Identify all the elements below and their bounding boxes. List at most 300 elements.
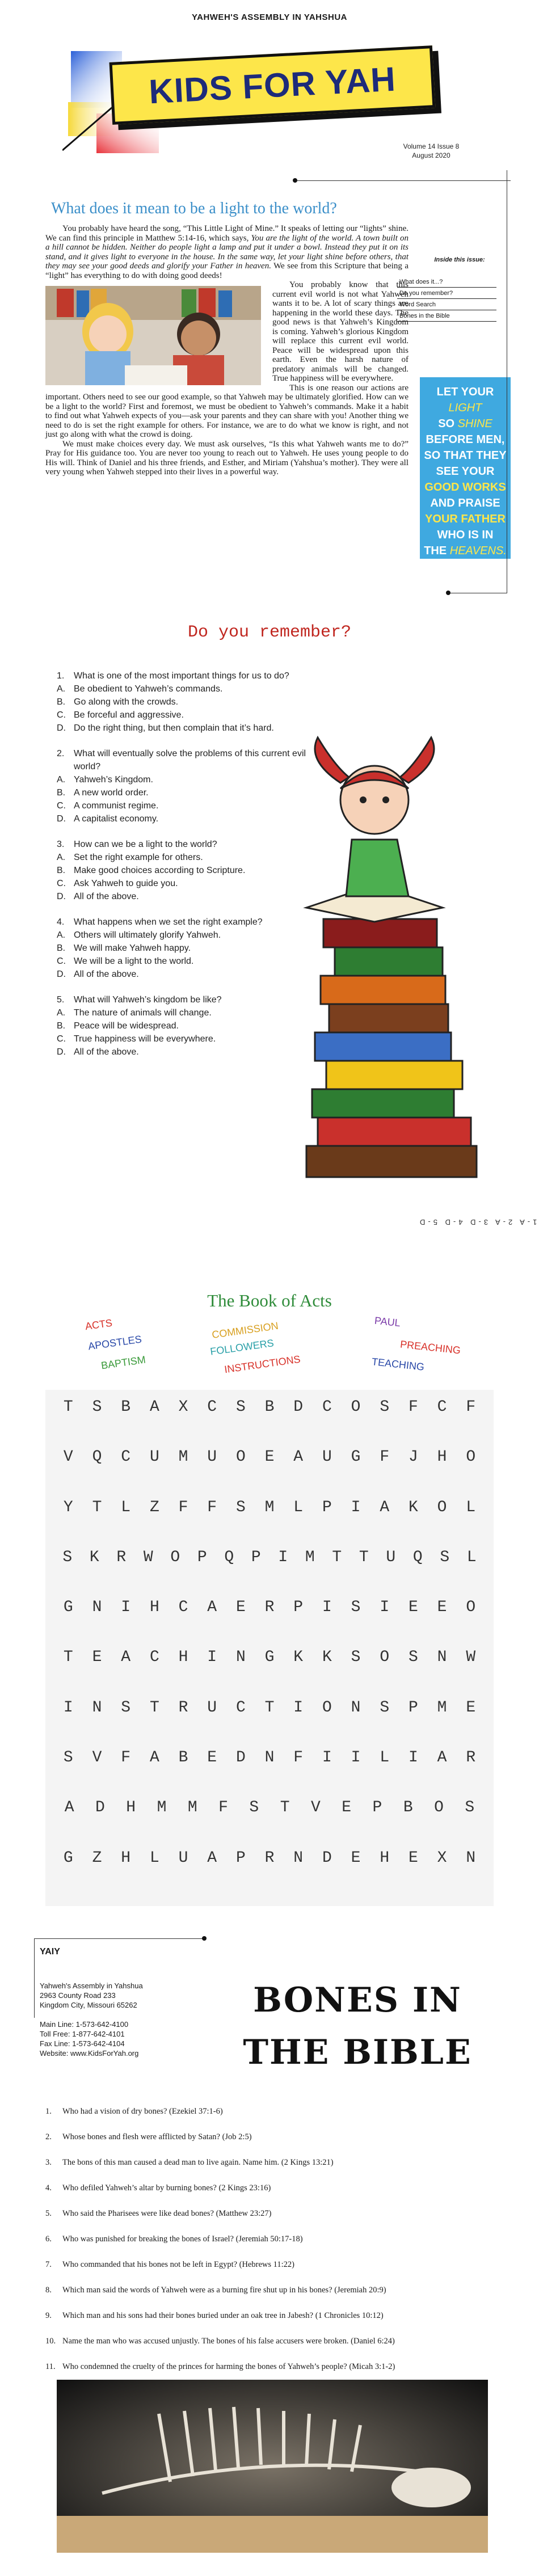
question-number: 4. [57, 917, 65, 927]
option-text: All of the above. [74, 969, 139, 979]
grid-letter[interactable]: Z [149, 1498, 159, 1516]
grid-letter[interactable]: Y [63, 1498, 73, 1516]
quiz-question [57, 747, 306, 825]
grid-letter[interactable]: G [264, 1649, 275, 1667]
word-bank-word: TEACHING [371, 1356, 425, 1373]
answer-option [57, 851, 306, 864]
grid-letter[interactable]: F [121, 1749, 131, 1767]
grid-letter[interactable]: N [351, 1698, 361, 1717]
option-text: All of the above. [74, 1047, 139, 1057]
question-number: 5. [57, 995, 65, 1005]
grid-letter[interactable]: A [64, 1799, 74, 1817]
inside-issue-item: What does it...? [397, 276, 496, 288]
contact-line: Main Line: 1-573-642-4100 [40, 2020, 129, 2029]
bones-in-the-bible-title: BONES IN THE BIBLE [243, 1980, 472, 2072]
grid-letter[interactable]: B [121, 1398, 131, 1416]
option-letter: C. [57, 879, 66, 888]
grid-letter[interactable]: C [437, 1398, 447, 1416]
grid-letter[interactable]: R [264, 1599, 275, 1617]
option-text: The nature of animals will change. [74, 1008, 212, 1018]
bones-question-text: Who had a vision of dry bones? (Ezekiel 37:1-6) [62, 2107, 223, 2116]
grid-letter[interactable]: L [293, 1498, 304, 1516]
inside-issue-list [397, 276, 496, 322]
grid-letter[interactable]: K [293, 1649, 304, 1667]
option-text: All of the above. [74, 892, 139, 901]
grid-letter[interactable]: C [207, 1398, 217, 1416]
question-text: What will Yahweh’s kingdom be like? [74, 995, 222, 1005]
question-number: 1. [57, 671, 65, 681]
bones-question-number: 8. [45, 2286, 52, 2295]
grid-letter[interactable]: L [121, 1498, 131, 1516]
grid-letter[interactable]: D [293, 1398, 304, 1416]
grid-letter[interactable]: C [149, 1649, 159, 1667]
option-letter: B. [57, 866, 66, 875]
grid-letter[interactable]: L [466, 1498, 476, 1516]
bones-question [45, 2336, 522, 2347]
grid-letter[interactable]: U [207, 1448, 217, 1466]
article-body [45, 224, 409, 477]
grid-letter[interactable]: E [207, 1749, 217, 1767]
option-text: Be forceful and aggressive. [74, 710, 184, 720]
grid-letter[interactable]: R [466, 1749, 476, 1767]
option-text: Peace will be widespread. [74, 1021, 179, 1031]
answer-option [57, 786, 306, 799]
grid-letter[interactable]: A [207, 1849, 217, 1867]
question-text: What happens when we set the right example? [74, 917, 263, 927]
grid-letter[interactable]: K [408, 1498, 418, 1516]
word-search-grid [54, 1398, 485, 1899]
grid-letter[interactable]: A [380, 1498, 390, 1516]
grid-letter[interactable]: M [178, 1448, 188, 1466]
grid-letter[interactable]: L [149, 1849, 159, 1867]
grid-row [54, 1849, 485, 1899]
word-bank-word: APOSTLES [87, 1333, 142, 1352]
grid-letter[interactable]: S [235, 1498, 246, 1516]
grid-letter[interactable]: V [63, 1448, 73, 1466]
grid-letter[interactable]: F [178, 1498, 188, 1516]
question-text: What will eventually solve the problems of this current evil world? [74, 749, 306, 771]
grid-letter[interactable]: S [92, 1398, 102, 1416]
grid-letter[interactable]: P [251, 1548, 261, 1566]
quiz-question [57, 993, 306, 1059]
bones-question [45, 2259, 522, 2270]
grid-letter[interactable]: O [322, 1698, 332, 1717]
grid-letter[interactable]: O [437, 1498, 447, 1516]
bones-question-number: 7. [45, 2260, 52, 2269]
contact-line: Toll Free: 1-877-642-4101 [40, 2030, 125, 2038]
grid-letter[interactable]: V [92, 1749, 102, 1767]
article-paragraph-3: This is one reason our actions are important. Others need to see our good example, so that Yahweh may be ultimately glorified. How can we be a light to the world? First and foremost, we must be obedient to Yahweh’s commands. Make it a habit to find out what Yahweh expects of you—ask your parents and they can share with you! Another thing we need to do is set the right example for others. For instance, we are to do what we know is right, and not just go along with what the crowd is doing. [45, 383, 409, 439]
answer-option [57, 864, 306, 877]
word-search-title: The Book of Acts [207, 1291, 332, 1310]
girl-reading-books-illustration [295, 726, 488, 1180]
grid-letter[interactable]: B [403, 1799, 413, 1817]
answer-option [57, 1006, 306, 1019]
grid-letter[interactable]: X [178, 1398, 188, 1416]
option-letter: D. [57, 892, 66, 901]
grid-letter[interactable]: I [322, 1599, 332, 1617]
verse-reference: MATTHEW 5:16 [438, 566, 492, 574]
bones-question-number: 2. [45, 2132, 52, 2141]
bones-top-line [34, 1938, 204, 1939]
question-number: 3. [57, 840, 65, 849]
grid-letter[interactable]: N [264, 1749, 275, 1767]
option-letter: C. [57, 956, 66, 966]
grid-letter[interactable]: M [157, 1799, 167, 1817]
answer-option [57, 968, 306, 981]
bones-question-text: Who commanded that his bones not be left in Egypt? (Hebrews 11:22) [62, 2260, 294, 2269]
grid-letter[interactable]: I [380, 1599, 390, 1617]
answer-option [57, 709, 306, 722]
option-letter: A. [57, 930, 66, 940]
grid-letter[interactable]: I [63, 1698, 73, 1717]
grid-letter[interactable]: E [342, 1799, 352, 1817]
bones-question-number: 3. [45, 2158, 52, 2167]
option-letter: C. [57, 801, 66, 811]
bones-question [45, 2208, 522, 2219]
bones-question [45, 2106, 522, 2117]
grid-letter[interactable]: N [466, 1849, 476, 1867]
grid-letter[interactable]: T [264, 1698, 275, 1717]
grid-letter[interactable]: U [386, 1548, 396, 1566]
contact-line: Kingdom City, Missouri 65262 [40, 2001, 137, 2009]
grid-row [54, 1649, 485, 1698]
grid-letter[interactable]: A [149, 1749, 159, 1767]
grid-letter[interactable]: I [408, 1749, 418, 1767]
grid-letter[interactable]: C [178, 1599, 188, 1617]
grid-letter[interactable]: N [293, 1849, 304, 1867]
grid-letter[interactable]: S [249, 1799, 259, 1817]
bones-question [45, 2362, 522, 2372]
grid-letter[interactable]: S [351, 1599, 361, 1617]
contact-line [40, 2010, 210, 2020]
question-text: What is one of the most important things for us to do? [74, 671, 289, 681]
grid-letter[interactable]: N [437, 1649, 447, 1667]
grid-letter[interactable]: E [351, 1849, 361, 1867]
option-text: Be obedient to Yahweh’s commands. [74, 684, 223, 694]
answer-option [57, 955, 306, 968]
bones-question [45, 2157, 522, 2168]
grid-letter[interactable]: H [126, 1799, 136, 1817]
grid-letter[interactable]: P [235, 1849, 246, 1867]
grid-letter[interactable]: S [63, 1749, 73, 1767]
grid-letter[interactable]: D [322, 1849, 332, 1867]
grid-letter[interactable]: U [178, 1849, 188, 1867]
grid-letter[interactable]: P [408, 1698, 418, 1717]
grid-letter[interactable]: F [408, 1398, 418, 1416]
quiz-title: Do you remember? [187, 623, 352, 642]
grid-letter[interactable]: N [235, 1649, 246, 1667]
article-paragraph-1: You probably have heard the song, “This Little Light of Mine.” It speaks of letting our “lights” shine. We can find this principle in Matthew 5:14-16, which says, You are the light of the world. A town built on a hill cannot be hidden. Neither do people light a lamp and put it under a bowl. Instead they put it on its stand, and it gives light to everyone in the house. In the same way, let your light shine before others, that they may see your good deeds and glorify your Father in heaven. We see from this Scripture that being a “light” has everything to do with doing good deeds! [45, 224, 409, 280]
grid-letter[interactable]: E [264, 1448, 275, 1466]
grid-letter[interactable]: H [437, 1448, 447, 1466]
question-number: 2. [57, 749, 65, 758]
option-text: A capitalist economy. [74, 814, 159, 824]
grid-letter[interactable]: S [380, 1698, 390, 1717]
grid-letter[interactable]: I [322, 1749, 332, 1767]
grid-letter[interactable]: Z [92, 1849, 102, 1867]
grid-letter[interactable]: F [218, 1799, 228, 1817]
answer-option [57, 682, 306, 695]
grid-row [54, 1398, 485, 1448]
grid-letter[interactable]: U [207, 1698, 217, 1717]
grid-letter[interactable]: G [351, 1448, 361, 1466]
answer-option [57, 1045, 306, 1059]
grid-letter[interactable]: T [149, 1698, 159, 1717]
grid-letter[interactable]: F [466, 1398, 476, 1416]
answer-option [57, 1019, 306, 1032]
grid-letter[interactable]: S [440, 1548, 450, 1566]
children-photo [45, 286, 261, 385]
grid-letter[interactable]: H [380, 1849, 390, 1867]
issue-volume: Volume 14 Issue 8 [403, 142, 460, 150]
contact-line: 2963 County Road 233 [40, 1991, 116, 2000]
grid-letter[interactable]: M [305, 1548, 315, 1566]
word-bank-word: FOLLOWERS [209, 1337, 275, 1357]
grid-letter[interactable]: A [437, 1749, 447, 1767]
grid-letter[interactable]: C [121, 1448, 131, 1466]
grid-letter[interactable]: I [121, 1599, 131, 1617]
grid-letter[interactable]: O [466, 1448, 476, 1466]
grid-letter[interactable]: P [322, 1498, 332, 1516]
grid-row [54, 1699, 485, 1749]
grid-letter[interactable]: M [264, 1498, 275, 1516]
article-paragraph-4: We must make choices every day. We must ask ourselves, “Is this what Yahweh wants me to do?” Pray for His guidance too. You are never too young to reach out to Yahweh. He uses young people to do His will. Think of Daniel and his three friends, and Esther, and Miriam (Yahshua’s mother). They were all very young when Yahweh stepped into their lives in a powerful way. [45, 439, 409, 477]
option-letter: D. [57, 814, 66, 824]
grid-letter[interactable]: T [63, 1398, 73, 1416]
grid-letter[interactable]: A [207, 1599, 217, 1617]
answer-option [57, 773, 306, 786]
answer-option [57, 812, 306, 825]
grid-letter[interactable]: R [178, 1698, 188, 1717]
grid-letter[interactable]: T [280, 1799, 290, 1817]
grid-letter[interactable]: H [121, 1849, 131, 1867]
grid-letter[interactable]: S [121, 1698, 131, 1717]
grid-letter[interactable]: T [332, 1548, 342, 1566]
grid-letter[interactable]: E [466, 1698, 476, 1717]
divider-dot [293, 178, 297, 183]
option-text: A new world order. [74, 788, 149, 798]
quiz-answer-key: 1-A 2-A 3-D 4-D 5-D [417, 1218, 537, 1226]
grid-letter[interactable]: L [380, 1749, 390, 1767]
grid-letter[interactable]: I [351, 1498, 361, 1516]
option-letter: C. [57, 1034, 66, 1044]
grid-letter[interactable]: T [359, 1548, 369, 1566]
grid-letter[interactable]: B [178, 1749, 188, 1767]
grid-letter[interactable]: L [466, 1548, 477, 1566]
grid-letter[interactable]: E [408, 1599, 418, 1617]
grid-letter[interactable]: E [408, 1849, 418, 1867]
bones-question [45, 2183, 522, 2194]
bones-question-text: Name the man who was accused unjustly. The bones of his false accusers were broken. (Daniel 6:24) [62, 2337, 395, 2346]
grid-letter[interactable]: S [380, 1398, 390, 1416]
contact-line: Fax Line: 1-573-642-4104 [40, 2039, 125, 2048]
grid-letter[interactable]: S [408, 1649, 418, 1667]
quiz-questions [57, 669, 306, 1071]
word-bank-word: INSTRUCTIONS [224, 1353, 301, 1376]
grid-letter[interactable]: T [63, 1649, 73, 1667]
grid-letter[interactable]: C [322, 1398, 332, 1416]
banner-title: KIDS FOR YAH [148, 60, 397, 111]
grid-letter[interactable]: O [380, 1649, 390, 1667]
bones-question-number: 9. [45, 2311, 52, 2320]
grid-letter[interactable]: G [63, 1599, 73, 1617]
grid-letter[interactable]: Q [92, 1448, 102, 1466]
bones-questions [45, 2106, 522, 2387]
option-text: Make good choices according to Scripture. [74, 866, 246, 875]
bones-question-text: Whose bones and flesh were afflicted by Satan? (Job 2:5) [62, 2132, 252, 2141]
option-letter: D. [57, 723, 66, 733]
contact-address [40, 1981, 210, 2058]
grid-letter[interactable]: S [351, 1649, 361, 1667]
option-text: Yahweh’s Kingdom. [74, 775, 153, 785]
grid-letter[interactable]: O [235, 1448, 246, 1466]
bones-question-number: 11. [45, 2362, 56, 2371]
grid-letter[interactable]: P [372, 1799, 382, 1817]
grid-letter[interactable]: M [437, 1698, 447, 1717]
bones-question [45, 2132, 522, 2143]
option-text: Others will ultimately glorify Yahweh. [74, 930, 221, 940]
grid-letter[interactable]: N [92, 1599, 102, 1617]
grid-letter[interactable]: G [63, 1849, 73, 1867]
grid-letter[interactable]: U [149, 1448, 159, 1466]
grid-letter[interactable]: P [197, 1548, 207, 1566]
grid-letter[interactable]: B [264, 1398, 275, 1416]
grid-letter[interactable]: M [187, 1799, 197, 1817]
yaiy-label: YAIY [40, 1947, 60, 1957]
option-letter: A. [57, 853, 66, 862]
option-letter: A. [57, 684, 66, 694]
contact-line: Website: www.KidsForYah.org [40, 2049, 139, 2058]
grid-letter[interactable]: K [89, 1548, 99, 1566]
option-text: Ask Yahweh to guide you. [74, 879, 178, 888]
inside-issue-item: Bones in the Bible [397, 310, 496, 322]
word-bank-word: COMMISSION [211, 1319, 279, 1341]
grid-letter[interactable]: O [170, 1548, 180, 1566]
grid-letter[interactable]: A [121, 1649, 131, 1667]
grid-letter[interactable]: W [143, 1548, 153, 1566]
issue-info [397, 142, 465, 160]
option-text: Go along with the crowds. [74, 697, 179, 707]
grid-row [54, 1549, 485, 1599]
grid-letter[interactable]: U [322, 1448, 332, 1466]
option-letter: B. [57, 788, 66, 798]
bones-question-number: 4. [45, 2183, 52, 2193]
grid-letter[interactable]: X [437, 1849, 447, 1867]
word-bank-word: ACTS [84, 1317, 113, 1333]
grid-letter[interactable]: H [178, 1649, 188, 1667]
word-bank-word: PREACHING [399, 1338, 461, 1356]
grid-letter[interactable]: O [351, 1398, 361, 1416]
grid-letter[interactable]: A [293, 1448, 304, 1466]
grid-letter[interactable]: P [293, 1599, 304, 1617]
grid-letter[interactable]: S [235, 1398, 246, 1416]
grid-letter[interactable]: F [207, 1498, 217, 1516]
grid-letter[interactable]: D [95, 1799, 105, 1817]
grid-letter[interactable]: K [322, 1649, 332, 1667]
option-letter: C. [57, 710, 66, 720]
bones-question-text: Who condemned the cruelty of the princes for harming the bones of Yahweh’s people? (Micah 3:1-2) [62, 2362, 395, 2371]
answer-option [57, 1032, 306, 1045]
option-letter: D. [57, 969, 66, 979]
grid-letter[interactable]: W [466, 1649, 476, 1667]
bones-question-text: The bons of this man caused a dead man to live again. Name him. (2 Kings 13:21) [62, 2158, 334, 2167]
option-text: Set the right example for others. [74, 853, 203, 862]
bones-question-number: 5. [45, 2209, 52, 2218]
grid-letter[interactable]: I [351, 1749, 361, 1767]
word-bank-word: PAUL [374, 1314, 401, 1329]
grid-letter[interactable]: F [293, 1749, 304, 1767]
bones-question-number: 1. [45, 2107, 52, 2116]
grid-letter[interactable]: I [207, 1649, 217, 1667]
bones-question-text: Which man said the words of Yahweh were as a burning fire shut up in his bones? (Jeremiah 20:9) [62, 2286, 386, 2295]
grid-letter[interactable]: R [264, 1849, 275, 1867]
grid-letter[interactable]: J [408, 1448, 418, 1466]
grid-letter[interactable]: Q [412, 1548, 423, 1566]
answer-option [57, 799, 306, 812]
grid-row [54, 1499, 485, 1549]
grid-letter[interactable]: V [310, 1799, 321, 1817]
quiz-question [57, 669, 306, 735]
grid-letter[interactable]: C [235, 1698, 246, 1717]
article-title: What does it mean to be a light to the world? [51, 200, 337, 217]
grid-letter[interactable]: S [62, 1548, 73, 1566]
grid-letter[interactable]: E [437, 1599, 447, 1617]
bones-question-text: Who said the Pharisees were like dead bones? (Matthew 23:27) [62, 2209, 272, 2218]
inside-issue-item: Word Search [397, 299, 496, 310]
grid-row [54, 1599, 485, 1649]
quiz-question [57, 916, 306, 981]
answer-option [57, 942, 306, 955]
bones-question-text: Which man and his sons had their bones buried under an oak tree in Jabesh? (1 Chronicles 10:12) [62, 2311, 384, 2320]
grid-letter[interactable]: D [235, 1749, 246, 1767]
option-text: True happiness will be everywhere. [74, 1034, 216, 1044]
option-letter: B. [57, 1021, 66, 1031]
grid-letter[interactable]: I [278, 1548, 288, 1566]
bones-dot [202, 1936, 207, 1941]
grid-letter[interactable]: E [92, 1649, 102, 1667]
grid-letter[interactable]: T [92, 1498, 102, 1516]
sidebar-dot [446, 591, 450, 595]
option-text: We will be a light to the world. [74, 956, 194, 966]
divider-line [295, 180, 511, 181]
scripture-verse-box: LET YOUR LIGHT SO SHINE BEFORE MEN, SO THAT THEY SEE YOUR GOOD WORKS AND PRAISE YOUR FATHER WHO IS IN THE HEAVENS. MATTHEW 5:16 [420, 377, 511, 559]
grid-letter[interactable]: Q [224, 1548, 234, 1566]
grid-letter[interactable]: R [116, 1548, 127, 1566]
grid-letter[interactable]: H [149, 1599, 159, 1617]
quiz-question [57, 838, 306, 903]
grid-row [54, 1448, 485, 1498]
bones-question [45, 2285, 522, 2296]
grid-letter[interactable]: O [434, 1799, 444, 1817]
grid-letter[interactable]: N [92, 1698, 102, 1717]
grid-letter[interactable]: I [293, 1698, 304, 1717]
contact-line: Yahweh's Assembly in Yahshua [40, 1981, 143, 1990]
grid-letter[interactable]: A [149, 1398, 159, 1416]
option-letter: B. [57, 697, 66, 707]
grid-letter[interactable]: F [380, 1448, 390, 1466]
grid-row [54, 1749, 485, 1799]
grid-letter[interactable]: E [235, 1599, 246, 1617]
bones-question-number: 6. [45, 2234, 52, 2244]
option-text: A communist regime. [74, 801, 159, 811]
grid-letter[interactable]: S [465, 1799, 475, 1817]
issue-date: August 2020 [412, 151, 450, 159]
inside-issue-item: Do you remember? [397, 288, 496, 299]
bones-question-text: Who was punished for breaking the bones of Israel? (Jeremiah 50:17-18) [62, 2234, 303, 2244]
grid-letter[interactable]: O [466, 1599, 476, 1617]
grid-row [54, 1799, 485, 1849]
